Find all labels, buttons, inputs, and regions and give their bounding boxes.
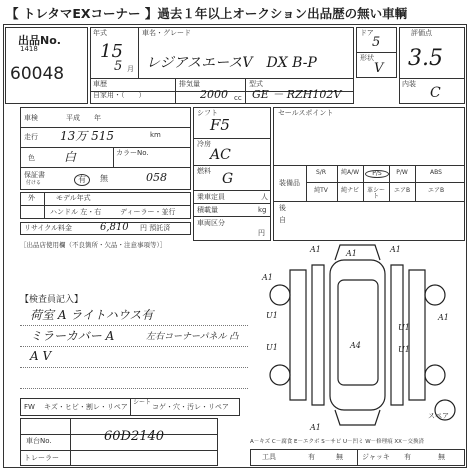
mark-a1-rear: A1 — [310, 423, 321, 432]
vehicle-diagram — [250, 240, 465, 440]
trailer-label: トレーラー — [24, 454, 59, 462]
color-no-value: 058 — [146, 171, 167, 184]
inspector-line3: A V — [30, 349, 52, 363]
door-label: ドア — [360, 29, 374, 37]
class-label: 車両区分 — [197, 219, 225, 227]
inspector-title: 【検査員記入】 — [20, 295, 84, 305]
cc-unit: cc — [234, 94, 242, 102]
fuel-label: 燃料 — [197, 167, 211, 175]
month-unit: 月 — [127, 65, 134, 73]
jack-label: ジャッキ — [362, 453, 390, 461]
year-label: 年式 — [93, 29, 107, 37]
inspector-line1: 荷室 A ライトハウス有 — [30, 308, 154, 322]
model-value: レジアスエースV DX B-P — [146, 55, 317, 71]
mark-a4-roof: A4 — [350, 341, 361, 350]
displacement-label: 排気量 — [179, 80, 200, 88]
lot-number: 60048 — [10, 64, 65, 84]
warranty-no[interactable]: 無 — [100, 174, 108, 183]
mileage-value: 13万 515 — [60, 129, 114, 143]
equip-sr: S/R — [316, 169, 326, 176]
dealer-label: ディーラー・並行 — [120, 208, 176, 216]
type-value: GE － RZH102V — [252, 88, 342, 101]
chassis-label: 車台No. — [26, 437, 52, 445]
history-value: 自家用・（ ） — [93, 91, 146, 99]
equip-abs: ABS — [430, 169, 442, 176]
color-label: 色 — [28, 154, 35, 162]
fw-label: FW — [24, 403, 35, 411]
class-value: 円 — [258, 229, 265, 237]
spare-label: スペア — [428, 412, 449, 420]
type-label: 型式 — [249, 80, 263, 88]
model-year-label: モデル年式 — [56, 194, 91, 202]
color-no-label: カラーNo. — [116, 149, 149, 157]
capacity-unit: 人 — [261, 193, 268, 201]
aircon-value: AC — [210, 147, 231, 163]
shape-value: V — [374, 61, 384, 76]
interior-value: C — [430, 85, 441, 101]
year-value: 15 — [100, 41, 123, 62]
tools-yes[interactable]: 有 — [308, 453, 315, 461]
lot-label: 出品No. — [18, 34, 61, 47]
shift-label: シフト — [197, 109, 218, 117]
tools-label: 工具 — [262, 453, 276, 461]
score-label: 評価点 — [411, 29, 432, 37]
handle-label: ハンドル 左・右 — [50, 208, 102, 216]
score-value: 3.5 — [408, 46, 443, 71]
displacement-value: 2000 — [200, 88, 228, 101]
lot-sub-label: 1418 — [20, 45, 38, 53]
chassis-no: 60D2140 — [104, 429, 165, 444]
door-value: 5 — [372, 35, 381, 50]
inspector-line2b: 左右コーナーパネル 凸 — [146, 332, 239, 342]
jack-no[interactable]: 無 — [438, 453, 445, 461]
shift-value: F5 — [210, 116, 230, 134]
equip-navi: 純ナビ — [340, 187, 359, 194]
fw-text: キズ・ヒビ・割レ・リペア — [44, 403, 128, 411]
damage-legend: A－キズ C－腐食 E－エクボ S－サビ U－凹ミ W－修理痕 XX－交換済 — [250, 439, 424, 445]
recycle-fee: 6,810 — [100, 222, 129, 233]
inspector-line2: ミラーカバー A — [30, 329, 115, 343]
equip-pw: P/W — [396, 169, 408, 176]
header-title: 【 トレタマEXコーナー 】過去１年以上オークション出品歴の無い車輌 — [6, 6, 408, 21]
warranty-yes[interactable]: 有 — [74, 174, 90, 186]
recycle-unit: 円 預託済 — [140, 224, 171, 232]
load-label: 積載量 — [197, 206, 218, 214]
sheet-text: コゲ・穴・汚レ・リペア — [152, 403, 229, 411]
mark-a1-front-left: A1 — [346, 249, 357, 258]
month-value: 5 — [114, 59, 123, 74]
recycle-label: リサイクル料金 — [24, 224, 73, 232]
color-value: 白 — [64, 150, 77, 164]
mark-a1-right: A1 — [438, 313, 449, 322]
model-label: 車名・グレード — [142, 29, 191, 37]
load-unit: kg — [258, 206, 267, 214]
mark-u1-right: U1 — [398, 345, 410, 354]
rear-label: 後 — [279, 204, 286, 212]
inspection-unit: 平成 年 — [66, 114, 101, 122]
equip-tv: 純TV — [314, 187, 328, 194]
shape-label: 形状 — [360, 54, 374, 62]
jack-yes[interactable]: 有 — [404, 453, 411, 461]
sales-point-label: セールスポイント — [278, 109, 334, 117]
tools-no[interactable]: 無 — [336, 453, 343, 461]
mark-u1-rear: U1 — [266, 343, 278, 352]
equip-aw: 純A/W — [340, 169, 360, 176]
mark-u1-left: U1 — [398, 323, 410, 332]
mark-a1-left: A1 — [262, 273, 273, 282]
mark-a1-front-right: A1 — [390, 245, 401, 254]
mileage-label: 走行 — [24, 133, 38, 141]
lot-number-box — [5, 27, 88, 104]
sheet-label: シート — [133, 399, 152, 406]
aircon-label: 冷房 — [197, 140, 211, 148]
note-label: 自 — [279, 216, 286, 224]
interior-label: 内装 — [402, 80, 416, 88]
equip-airbag-2: エアB — [427, 187, 445, 194]
fuel-value: G — [222, 171, 234, 187]
exterior-label: 外 — [28, 194, 35, 202]
mileage-unit: km — [150, 131, 161, 139]
equipment-label: 装備品 — [279, 179, 300, 187]
notice-label: ［出品店使用欄（不良箇所・欠品・注意事項等）］ — [20, 241, 167, 249]
warranty-attached: 付ける — [26, 180, 42, 186]
equip-ps: P/S — [365, 170, 389, 178]
mark-u1-front: U1 — [266, 311, 278, 320]
history-label: 車歴 — [93, 80, 107, 88]
mark-a1-front: A1 — [310, 245, 321, 254]
warranty-label: 保証書 — [24, 171, 45, 179]
equip-airbag: エアB — [393, 187, 411, 194]
capacity-label: 乗車定員 — [197, 193, 225, 201]
inspection-label: 車検 — [24, 114, 38, 122]
equip-leather: 革シート — [366, 187, 385, 200]
